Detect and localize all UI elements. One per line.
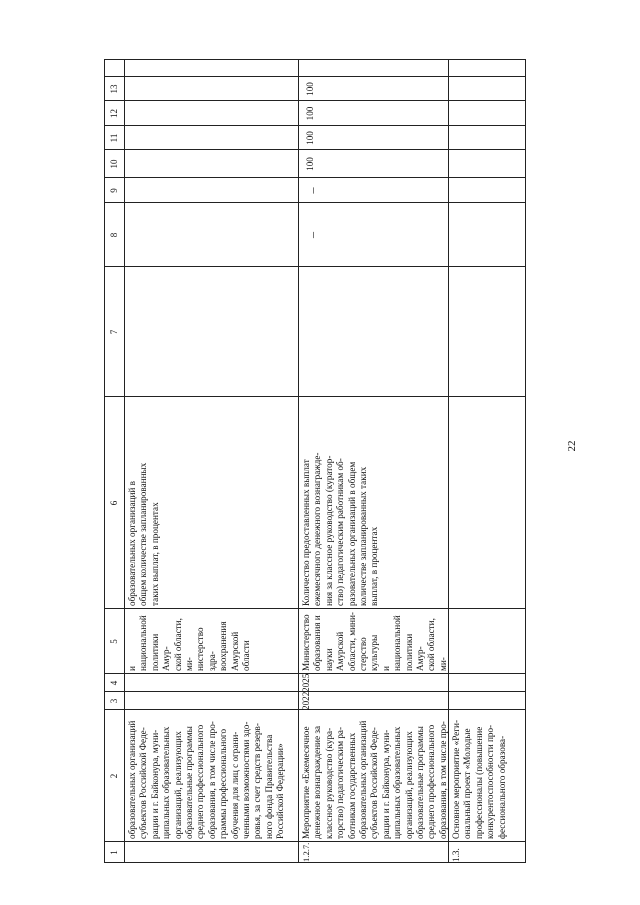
table-cell-name: Мероприятие «Ежемесячное денежное вознаграждение за классное руководство (кура- торство) педагогическим ра- ботникам государственных образовательных организаций субъектов Российской Феде- рации и г. Байконура, муни- ципальных образовательных организаций, реализующих образовательные программы среднего профессионального образования, в том числе про- xyxy=(301,720,448,839)
table-cell-name: образовательных организаций субъектов Российской Феде- рации и г. Байконура, муни- ципальных образовательных организаций, реализующих образовательные программы среднего профессионального образования, в том числе про- граммы профессионального обучения для лиц с ограни- ченными возможностями здо- ровья, за счет средств резерв- ного фонда Правительства Российской Федерации» xyxy=(127,720,286,839)
table-cell-executor: Министерство образования и науки Амурской области, мини- стерство культуры и национальной политики Амур- ской области, ми- xyxy=(301,612,448,671)
header-col-3: 3 xyxy=(109,698,119,704)
header-col-7: 7 xyxy=(109,329,119,335)
table-cell-year-start: 2022 xyxy=(301,692,311,710)
table-border-bottom xyxy=(525,59,526,863)
header-col-10: 10 xyxy=(109,159,119,169)
table-cell-year-end: 2025 xyxy=(301,674,311,692)
header-col-9: 9 xyxy=(109,188,119,193)
header-col-6: 6 xyxy=(109,500,119,506)
header-col-2: 2 xyxy=(109,773,119,779)
page-number: 22 xyxy=(566,440,578,452)
header-col-4: 4 xyxy=(109,680,119,686)
table-border-right xyxy=(104,59,526,60)
header-col-8: 8 xyxy=(109,232,119,238)
header-col-1: 1 xyxy=(109,850,119,855)
table-cell-number: 1.2.7. xyxy=(301,842,311,862)
header-col-11: 11 xyxy=(109,133,119,143)
program-table xyxy=(104,82,640,863)
table-cell-value-11: 100 xyxy=(305,131,315,145)
table-cell-number: 1.3. xyxy=(451,848,461,862)
table-cell-executor: и национальной политики Амур- ской области, ми- нистерство здра- воохранения Амурской области xyxy=(127,615,252,671)
table-cell-value-10: 100 xyxy=(305,157,315,171)
table-cell-indicator: образовательных организаций в общем количестве запланированных таких выплат, в процентах xyxy=(127,462,160,606)
table-cell-value-13: 100 xyxy=(305,82,315,96)
table-cell-name: Основное мероприятие «Реги- ональный проект «Молодые профессионалы (повышение конкурентоспособности про- фессионального образова- xyxy=(451,719,507,839)
table-cell-value-9: – xyxy=(305,187,319,194)
table-cell-indicator: Количество предоставленных выплат ежемесячного денежного вознагражде- ния за классное руководство (куратор- ство) педагогическим работникам об- разовательных организаций в общем количестве запланированных таких выплат, в процентах xyxy=(301,452,380,606)
table-cell-value-8: – xyxy=(305,232,319,238)
header-col-5: 5 xyxy=(109,639,119,644)
table-cell-value-12: 100 xyxy=(305,106,315,121)
header-col-13: 13 xyxy=(109,84,119,94)
header-col-12: 12 xyxy=(109,109,119,118)
